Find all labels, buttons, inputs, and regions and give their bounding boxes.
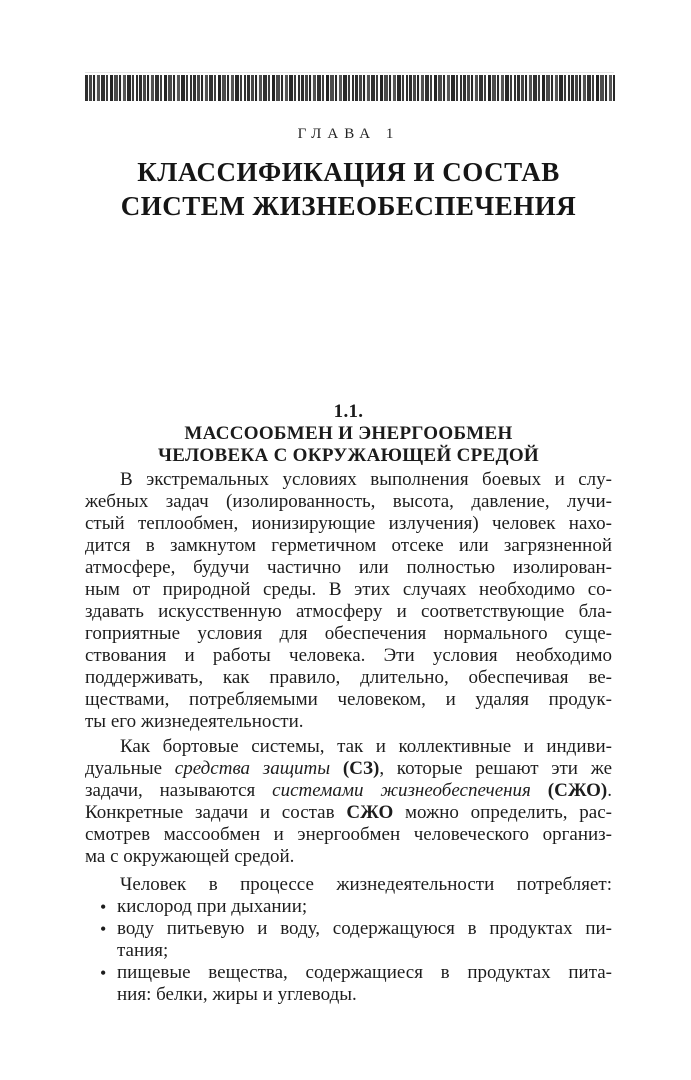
section-title-line1: МАССООБМЕН И ЭНЕРГООБМЕН	[184, 423, 513, 444]
list-item	[85, 962, 612, 1006]
bullet-text: воду питьевую и воду, содержащуюся в продуктах пи- тания;	[117, 918, 612, 961]
section-title-line2: ЧЕЛОВЕКА С ОКРУЖАЮЩЕЙ СРЕДОЙ	[158, 445, 539, 466]
chapter-label: ГЛАВА 1	[297, 126, 400, 142]
paragraph-1: В экстремальных условиях выполнения боевых и слу- жебных задач (изолированность, высота, давление, лучи- стый теплообмен, ионизирующие излучения) человек нахо- дится в замкнутом герметичном отсеке или загрязненной атмосфере, будучи частично или полностью изолирован- ным от природной среды. В этих случаях необходимо со- здавать искусственную атмосферу и соответствующие бла- гоприятные условия для обеспечения нормального суще- ствования и работы человека. Эти условия необходимо поддерживать, как правило, длительно, обеспечивая ве- ществами, потребляемыми человеком, и удаляя продук- ты его жизнедеятельности.	[85, 469, 612, 732]
paragraph-3: Человек в процессе жизнедеятельности потребляет:	[120, 874, 612, 895]
bullet-icon: •	[100, 919, 107, 939]
section-heading	[85, 401, 612, 467]
chapter-title-line2: СИСТЕМ ЖИЗНЕОБЕСПЕЧЕНИЯ	[120, 191, 577, 221]
body-text	[85, 469, 612, 1006]
paragraph-2: Как бортовые системы, так и коллективные и индиви- дуальные средства защиты (СЗ), которые решают эти же задачи, называются системами жизнеобеспечения (СЖО). Конкретные задачи и состав СЖО можно определить, рас- смотрев массообмен и энергообмен человеческого организ- ма с окружающей средой.	[85, 736, 613, 867]
bullet-list	[85, 896, 612, 1006]
list-item	[85, 896, 612, 918]
chapter-title-line1: КЛАССИФИКАЦИЯ И СОСТАВ	[137, 157, 560, 187]
bullet-text: кислород при дыхании;	[117, 896, 308, 917]
list-item	[85, 918, 612, 962]
section-number: 1.1.	[333, 401, 364, 422]
scan-hairline	[85, 72, 614, 73]
chapter-title	[85, 155, 612, 223]
bullet-icon: •	[100, 963, 107, 983]
bullet-text: пищевые вещества, содержащиеся в продуктах пита- ния: белки, жиры и углеводы.	[117, 962, 612, 1005]
barcode-strip	[85, 75, 615, 101]
bullet-icon: •	[100, 897, 107, 917]
